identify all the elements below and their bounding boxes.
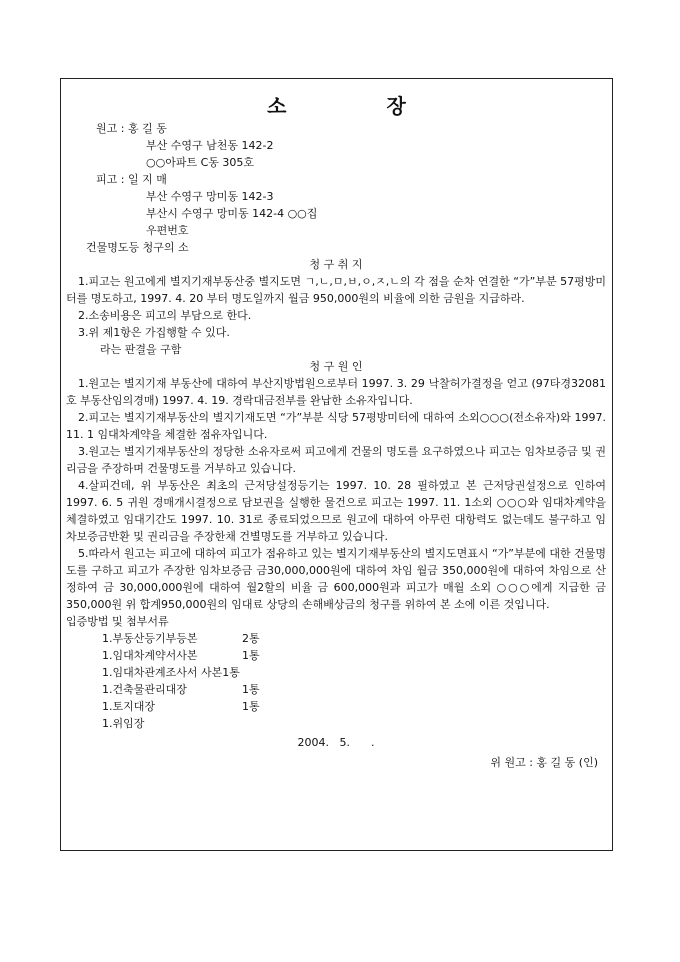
cause-heading: 청 구 원 인 [309, 360, 363, 373]
document-body [66, 120, 606, 771]
evidence-item-count: 1통 [242, 700, 260, 713]
defendant-address-3: 우편번호 [146, 224, 189, 237]
plaintiff-address-1: 부산 수영구 남천동 142-2 [146, 139, 274, 152]
evidence-item-count: 1통 [242, 649, 260, 662]
cause-paragraph-2: 2.피고는 별지기재부동산의 별지기재도면 “가”부분 식당 57평방미터에 대하여 소외○○○(전소유자)와 1997. 11. 1 임대차계약을 체결한 점유자입니다. [66, 411, 606, 441]
signature-line: 위 원고 : 홍 길 동 (인) [490, 756, 598, 769]
evidence-item-name: 1.부동산등기부등본 [102, 632, 198, 645]
evidence-item-count: 1통 [242, 683, 260, 696]
document-title [60, 90, 613, 119]
filing-date: 2004. 5. . [297, 736, 375, 749]
evidence-item-count: 2통 [242, 632, 260, 645]
evidence-item-name: 1.토지대장 [102, 700, 155, 713]
case-name: 건물명도등 청구의 소 [86, 241, 189, 254]
cause-paragraph-3: 3.원고는 별지기재부동산의 정당한 소유자로써 피고에게 건물의 명도를 요구하였으나 피고는 임차보증금 및 권리금을 주장하며 건물명도를 거부하고 있습니다. [66, 445, 606, 475]
evidence-item [66, 664, 606, 681]
evidence-item-count: 1통 [222, 666, 240, 679]
defendant-address-2: 부산시 수영구 망미동 142-4 ○○집 [146, 207, 318, 220]
title-char-1: 소 [267, 94, 287, 118]
evidence-item-name: 1.위임장 [102, 717, 145, 730]
defendant-label: 피고 : 일 지 매 [96, 173, 167, 186]
evidence-item [66, 647, 606, 664]
evidence-item-name: 1.임대차계약서사본 [102, 649, 198, 662]
cause-paragraph-4: 4.살피건데, 위 부동산은 최초의 근저당설정등기는 1997. 10. 28 필하였고 본 근저당권설정으로 인하여 1997. 6. 5 귀원 경매개시결정으로 담보권을 실행한 물건으로 피고는 1997. 11. 1소외 ○○○와 임대차계약을 체결하였고 임대기간도 1997. 10. 31로 종료되었으므로 원고에 대하여 아무런 대항력도 없는데도 불구하고 임차보증금반환 및 권리금을 주장한채 건별명도를 거부하고 있습니다. [66, 479, 606, 543]
evidence-item-name: 1.건축물관리대장 [102, 683, 187, 696]
evidence-item [66, 715, 606, 732]
claim-paragraph-3: 3.위 제1항은 가집행할 수 있다. [78, 326, 230, 339]
evidence-item [66, 630, 606, 647]
claim-paragraph-2: 2.소송비용은 피고의 부담으로 한다. [78, 309, 252, 322]
plaintiff-address-2: ○○아파트 C동 305호 [146, 156, 254, 169]
evidence-item-name: 1.임대차관계조사서 사본 [102, 666, 223, 679]
cause-paragraph-1: 1.원고는 별지기재 부동산에 대하여 부산지방법원으로부터 1997. 3. 29 낙찰허가결정을 얻고 (97타경32081호 부동산임의경매) 1997. 4. 19. 경락대금전부를 완납한 소유자입니다. [66, 377, 606, 407]
plaintiff-label: 원고 : 홍 길 동 [96, 122, 167, 135]
defendant-address-1: 부산 수영구 망미동 142-3 [146, 190, 274, 203]
claim-closing: 라는 판결을 구함 [100, 343, 182, 356]
claim-heading: 청 구 취 지 [309, 258, 363, 271]
cause-paragraph-5: 5.따라서 원고는 피고에 대하여 피고가 점유하고 있는 별지기재부동산의 별지도면표시 “가”부분에 대한 건물명도를 구하고 피고가 주장한 임차보증금 금30,000,000원에 대하여 차임 월금 350,000원에 대하여 차임으로 산정하여 금 30,000,000원에 대하여 월2할의 비율 금 600,000원과 피고가 매월 소외 ○○○에게 지급한 금 350,000원 위 합계950,000원의 임대료 상당의 손해배상금의 청구를 위하여 본 소에 이른 것입니다. [66, 547, 606, 611]
evidence-list [66, 630, 606, 732]
title-char-2: 장 [386, 94, 406, 118]
evidence-item [66, 698, 606, 715]
claim-paragraph-1: 1.피고는 원고에게 별지기재부동산중 별지도면 ㄱ,ㄴ,ㅁ,ㅂ,ㅇ,ㅈ,ㄴ의 각 점을 순차 연결한 “가”부분 57평방미터를 명도하고, 1997. 4. 20 부터 명도일까지 월금 950,000원의 비율에 의한 금원을 지급하라. [66, 275, 606, 305]
evidence-heading: 입증방법 및 첨부서류 [66, 615, 169, 628]
evidence-item [66, 681, 606, 698]
